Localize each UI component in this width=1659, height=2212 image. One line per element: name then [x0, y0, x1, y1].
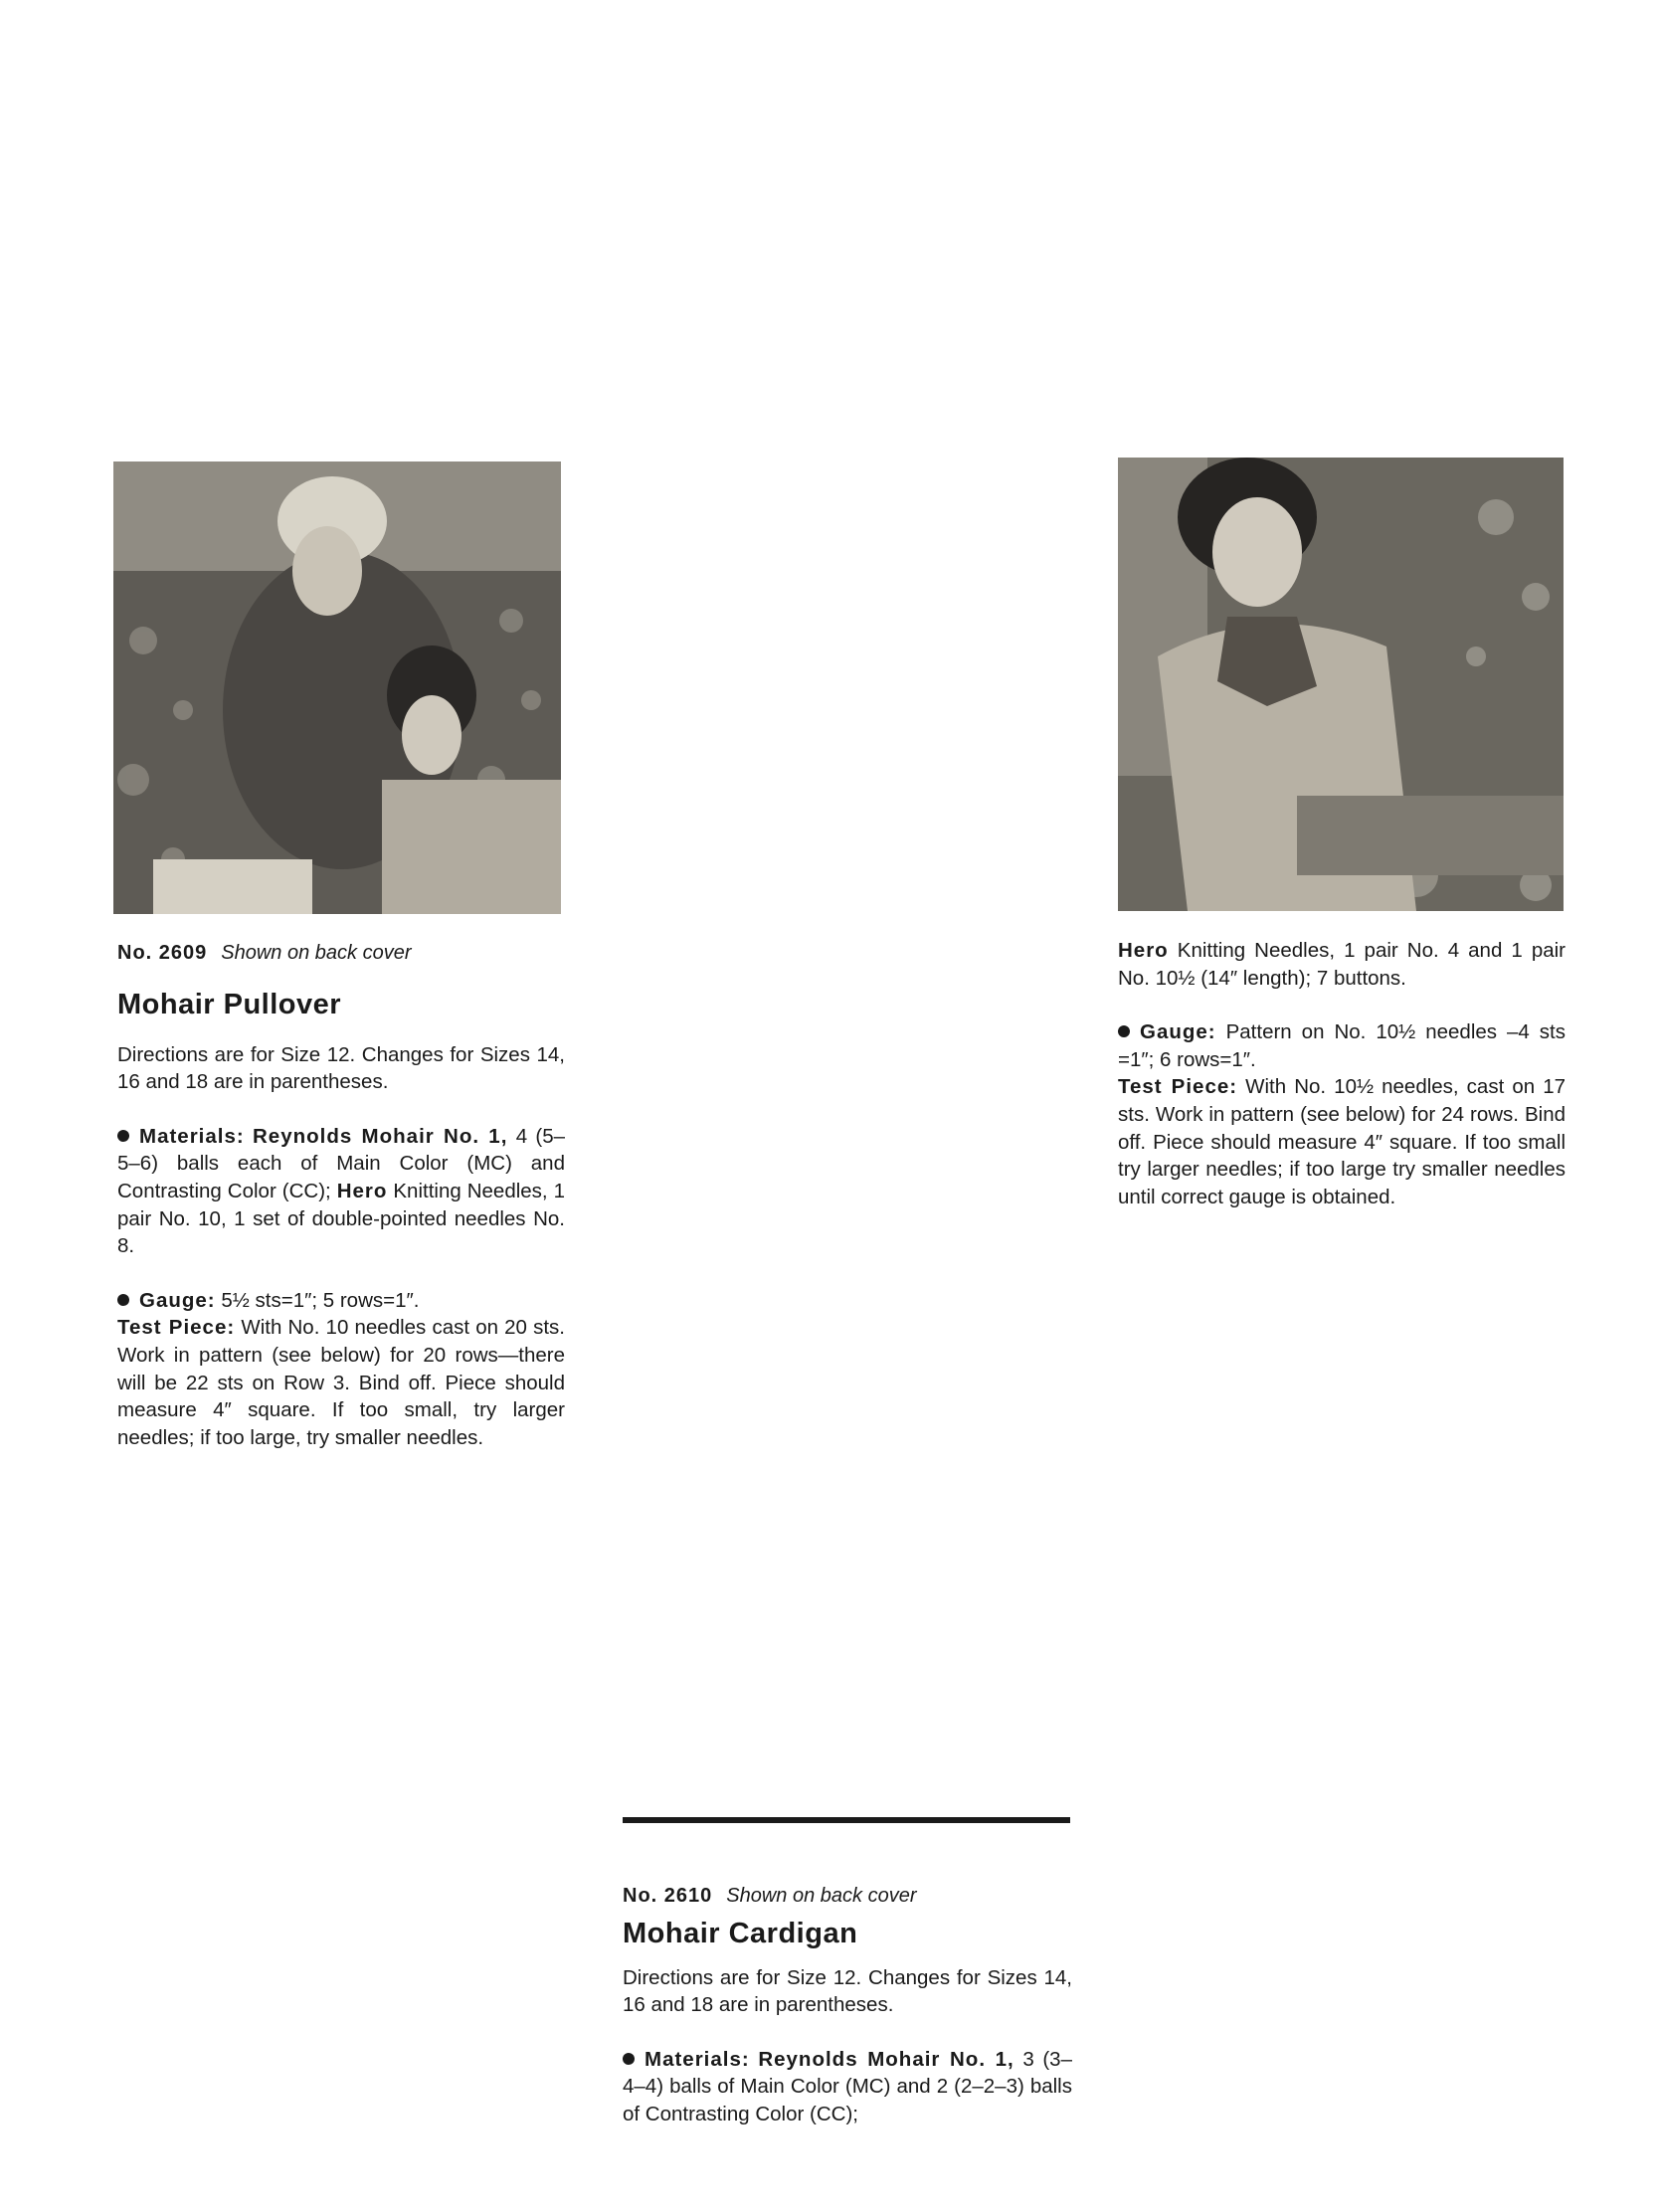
needles-text: Knitting Needles, 1 pair No. 4 and 1 pair No. 10½ (14″ length); 7 buttons. [1118, 939, 1566, 990]
bullet-icon [117, 1294, 129, 1306]
materials-needles: Knitting Needles, 1 pair No. 10, 1 set of double-pointed needles No. 8. [117, 1179, 565, 1258]
pullover-title: Mohair Pullover [117, 989, 342, 1020]
gauge-label: Gauge: [139, 1288, 216, 1312]
pullover-test-piece [117, 1314, 565, 1451]
materials-label: Materials: [139, 1124, 245, 1148]
pullover-pattern-number: No. 2609 [117, 942, 208, 964]
pullover-shown-note: Shown on back cover [221, 942, 412, 964]
test-piece-label: Test Piece: [1118, 1075, 1238, 1099]
cardigan-pattern-number: No. 2610 [623, 1885, 713, 1907]
gauge-text: Pattern on No. 10½ needles –4 sts =1″; 6 rows=1″. [1118, 1020, 1566, 1071]
cardigan-needles [1118, 937, 1566, 992]
cardigan-photo [1118, 458, 1564, 911]
materials-text: 4 (5–5–6) balls each of Main Color (MC) and Contrasting Color (CC); [117, 1124, 565, 1202]
test-piece-text: With No. 10½ needles, cast on 17 sts. Work in pattern (see below) for 24 rows. Bind off. Piece should measure 4″ square. If too small try larger needles; if too large try smaller needles until correct gauge is obtained. [1118, 1075, 1566, 1208]
materials-yarn: Reynolds Mohair No. 1, [758, 2047, 1014, 2071]
pullover-photo [113, 461, 561, 914]
cardigan-gauge [1118, 1018, 1566, 1073]
cardigan-photo-art [1118, 458, 1564, 911]
pullover-materials [117, 1123, 565, 1260]
gauge-text: 5½ sts=1″; 5 rows=1″. [221, 1288, 420, 1312]
needles-hero: Hero [1118, 939, 1169, 962]
materials-label: Materials: [645, 2047, 750, 2071]
cardigan-shown-note: Shown on back cover [726, 1885, 917, 1907]
pullover-column [117, 940, 565, 1451]
cardigan-column [623, 1883, 1072, 2128]
bullet-icon [117, 1130, 129, 1142]
pullover-directions: Directions are for Size 12. Changes for Sizes 14, 16 and 18 are in parentheses. [117, 1042, 565, 1094]
pullover-gauge [117, 1287, 565, 1315]
test-piece-text: With No. 10 needles cast on 20 sts. Work in pattern (see below) for 20 rows—there will be 22 sts on Row 3. Bind off. Piece should measure 4″ square. If too small, try larger needles; if too large, try smaller needles. [117, 1316, 565, 1449]
materials-hero: Hero [336, 1179, 388, 1202]
cardigan-directions: Directions are for Size 12. Changes for Sizes 14, 16 and 18 are in parentheses. [623, 1965, 1072, 2017]
pullover-photo-art [113, 461, 561, 914]
test-piece-label: Test Piece: [117, 1316, 236, 1340]
bullet-icon [623, 2053, 635, 2065]
cardigan-pattern-header [623, 1883, 1072, 1909]
materials-yarn: Reynolds Mohair No. 1, [253, 1124, 508, 1148]
cardigan-materials [623, 2046, 1072, 2128]
cardigan-continued-column [1118, 937, 1566, 1210]
cardigan-test-piece [1118, 1073, 1566, 1210]
section-divider [623, 1817, 1070, 1823]
bullet-icon [1118, 1025, 1130, 1037]
gauge-label: Gauge: [1140, 1020, 1216, 1044]
pullover-pattern-header [117, 940, 565, 966]
cardigan-title: Mohair Cardigan [623, 1918, 858, 1949]
materials-text: 3 (3–4–4) balls of Main Color (MC) and 2 (2–2–3) balls of Contrasting Color (CC); [623, 2047, 1072, 2125]
